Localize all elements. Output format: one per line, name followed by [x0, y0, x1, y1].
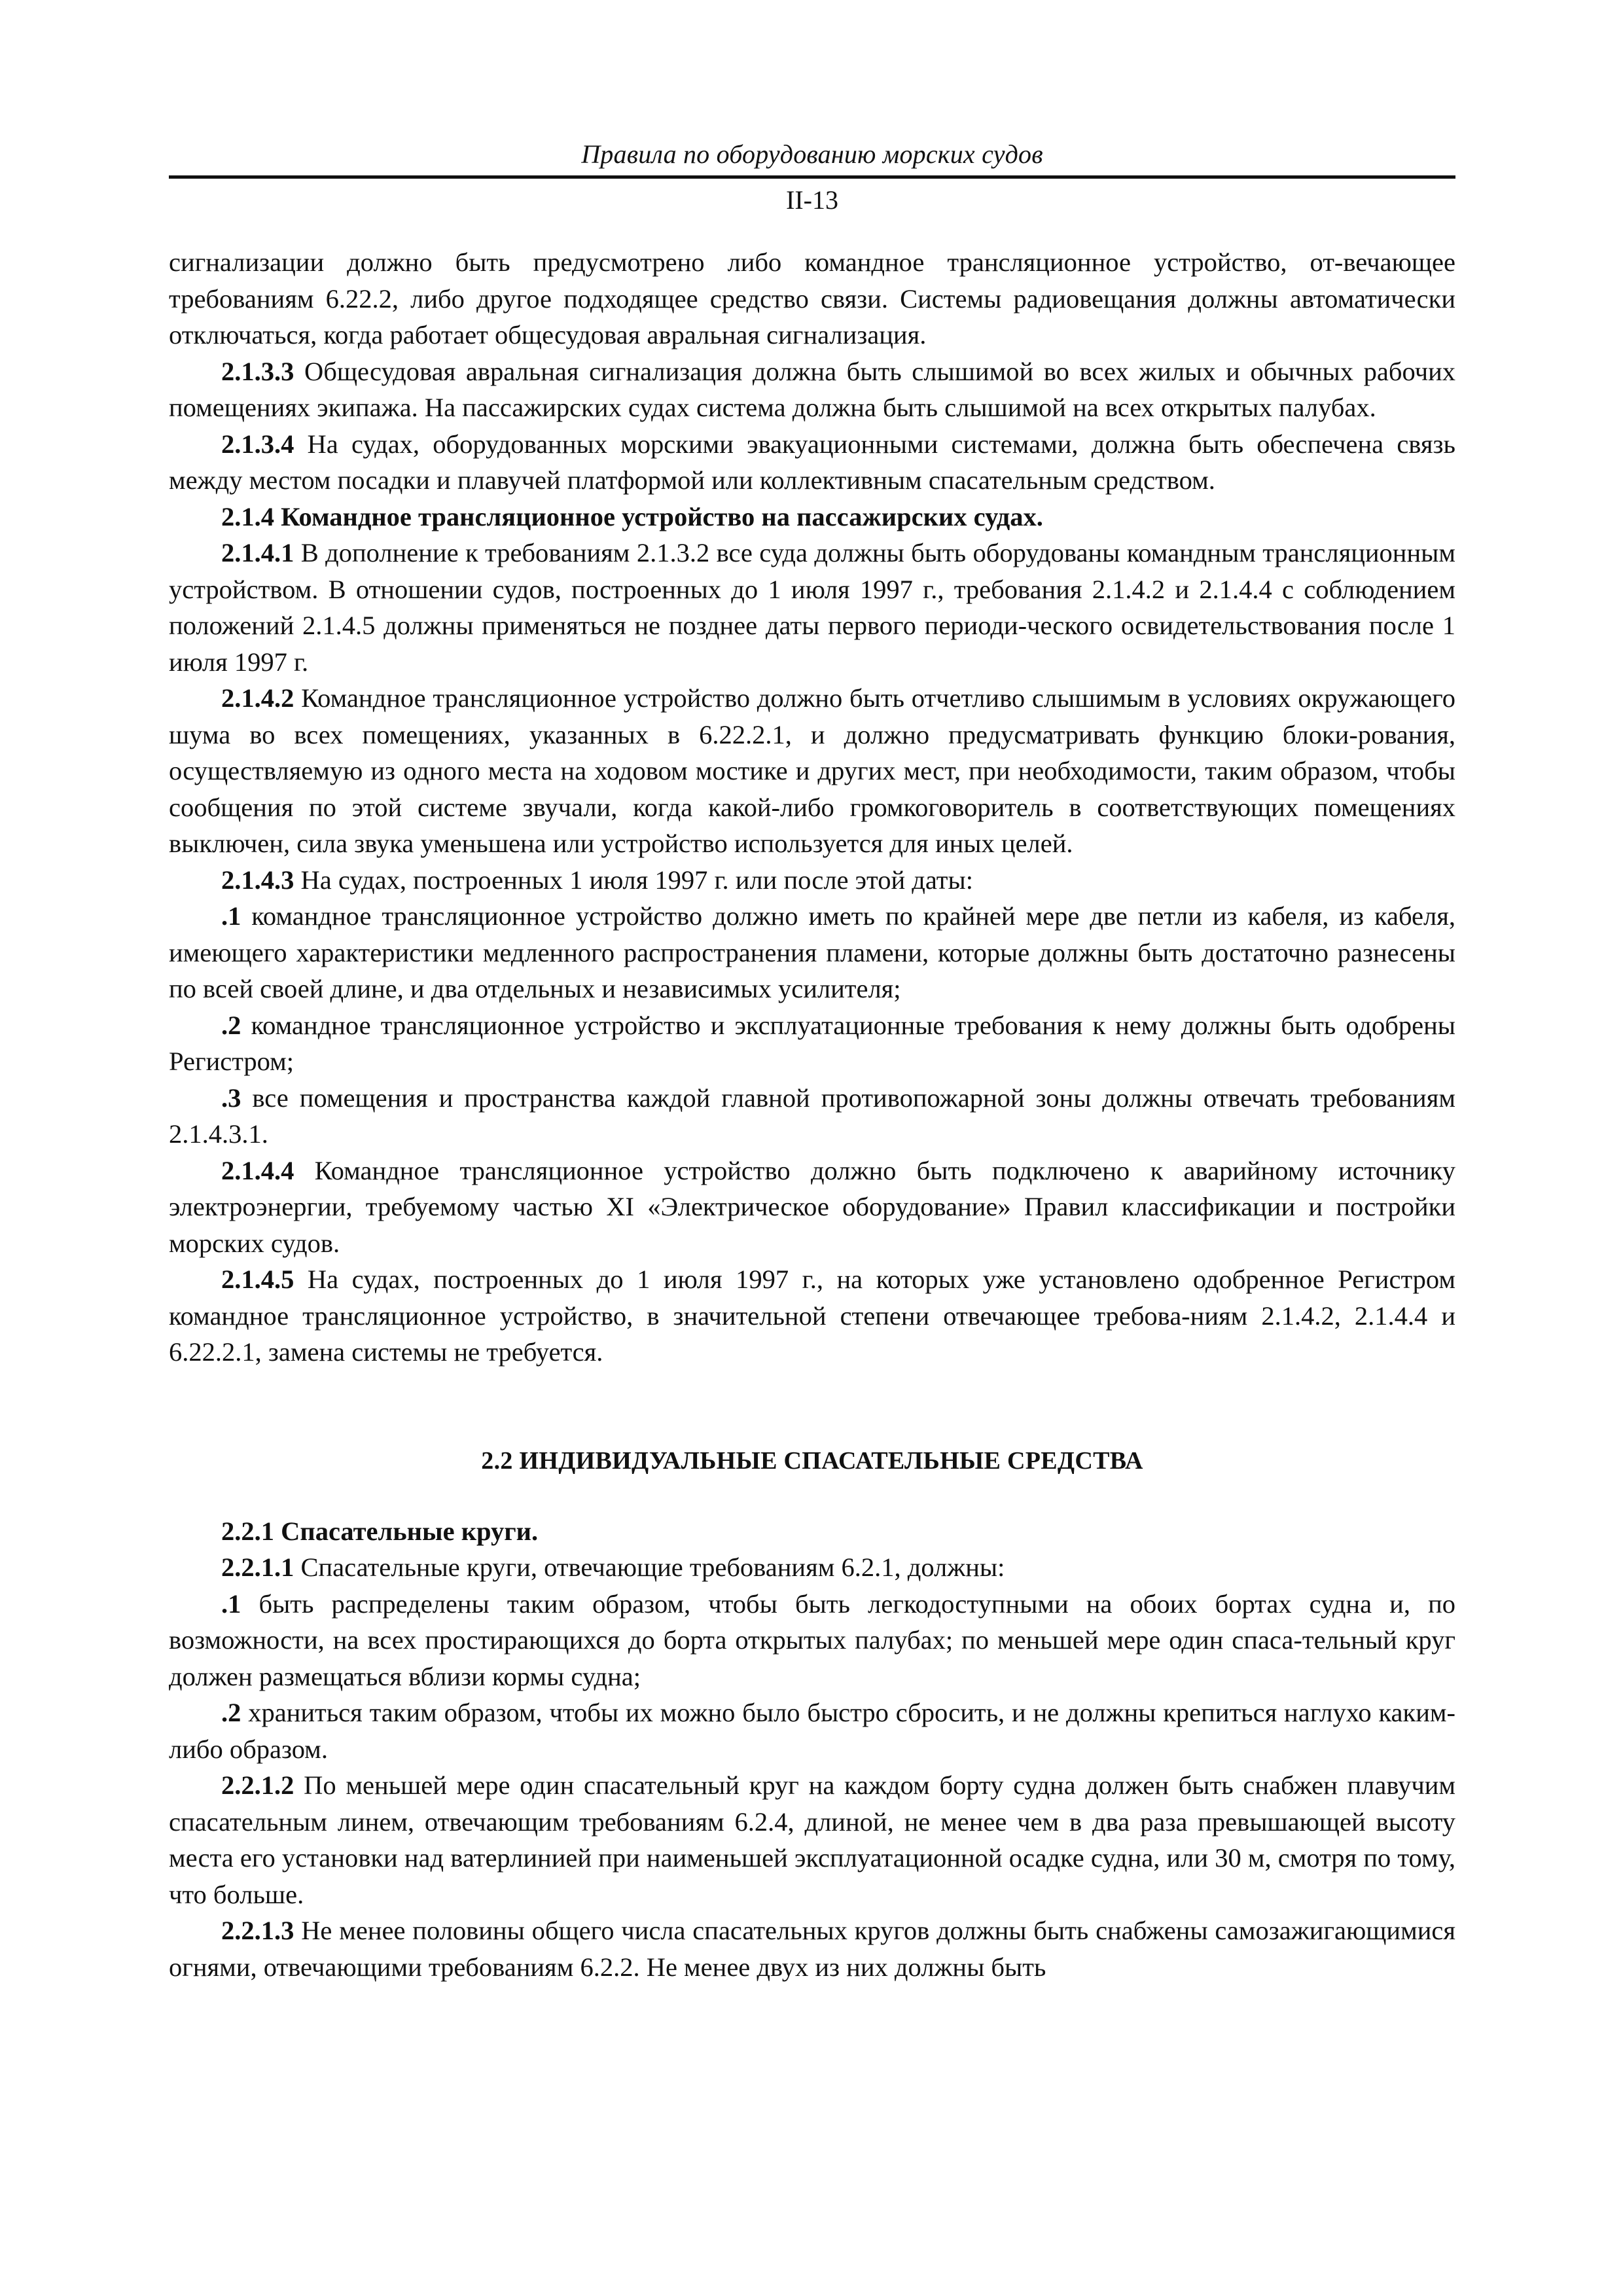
clause-number: 2.1.3.4	[221, 429, 294, 459]
clause-2-1-4-1	[169, 535, 1455, 680]
item-text: командное трансляционное устройство и эксплуатационные требования к нему должны быть одобрены Регистром;	[169, 1010, 1455, 1076]
item-number: .1	[221, 1588, 241, 1619]
item-text: храниться таким образом, чтобы их можно было быстро сбросить, и не должны крепиться наглухо каким-либо образом.	[169, 1698, 1455, 1764]
clause-text: На судах, оборудованных морскими эвакуационными системами, должна быть обеспечена связь между местом посадки и плавучей платформой или коллективным спасательным средством.	[169, 429, 1455, 495]
list-item	[169, 1586, 1455, 1695]
clause-2-1-4-5	[169, 1261, 1455, 1371]
clause-text: По меньшей мере один спасательный круг на каждом борту судна должен быть снабжен плавучим спасательным линем, отвечающим требованиям 6.2.4, длиной, не менее чем в два раза превышающей высоту места его установки над ватерлинией при наименьшей эксплуатационной осадке судна, или 30 м, смотря по тому, что больше.	[169, 1770, 1455, 1909]
clause-number: 2.2.1.2	[221, 1770, 294, 1800]
clause-text: Не менее половины общего числа спасательных кругов должны быть снабжены самозажигающимися огнями, отвечающими требованиям 6.2.2. Не менее двух из них должны быть	[169, 1916, 1455, 1982]
subsection-heading-2-1-4: 2.1.4 Командное трансляционное устройство на пассажирских судах.	[221, 501, 1043, 531]
clause-number: 2.1.4.3	[221, 865, 294, 895]
clause-text: На судах, построенных до 1 июля 1997 г., на которых уже установлено одобренное Регистром командное трансляционное устройство, в значительной степени отвечающее требова-ниям 2.1.4.2, 2.1.4.4 и 6.22.2.1, замена системы не требуется.	[169, 1265, 1455, 1367]
clause-text: Спасательные круги, отвечающие требованиям 6.2.1, должны:	[294, 1552, 1005, 1582]
clause-2-1-3-4	[169, 426, 1455, 499]
clause-number: 2.1.4.1	[221, 538, 294, 567]
section-title: 2.2 ИНДИВИДУАЛЬНЫЕ СПАСАТЕЛЬНЫЕ СРЕДСТВА	[481, 1446, 1143, 1475]
list-item	[169, 898, 1455, 1007]
paragraph: сигнализации должно быть предусмотрено либо командное трансляционное устройство, от-вечающее требованиям 6.22.2, либо другое подходящее средство связи. Системы радиовещания должны автоматически отключаться, когда работает общесудовая авральная сигнализация.	[169, 247, 1455, 350]
clause-number: 2.2.1.3	[221, 1916, 294, 1945]
document-page	[169, 137, 1455, 1985]
clause-text: На судах, построенных 1 июля 1997 г. или после этой даты:	[294, 865, 973, 895]
clause-text: Командное трансляционное устройство должно быть отчетливо слышимым в условиях окружающего шума во всех помещениях, указанных в 6.22.2.1, и должно предусматривать функцию блоки-рования, осуществляемую из одного места на ходовом мостике и других мест, при необходимости, таким образом, чтобы сообщения по этой системе звучали, когда какой-либо громкоговоритель в соответствующих помещениях выключен, сила звука уменьшена или устройство используется для иных целей.	[169, 683, 1455, 858]
item-text: командное трансляционное устройство должно иметь по крайней мере две петли из кабеля, из кабеля, имеющего характеристики медленного распространения пламени, которые должны быть достаточно разнесены по всей своей длине, и два отдельных и независимых усилителя;	[169, 901, 1455, 1003]
clause-text: В дополнение к требованиям 2.1.3.2 все суда должны быть оборудованы командным трансляционным устройством. В отношении судов, построенных до 1 июля 1997 г., требования 2.1.4.2 и 2.1.4.4 с соблюдением положений 2.1.4.5 должны применяться не позднее даты первого периоди-ческого освидетельствования после 1 июля 1997 г.	[169, 538, 1455, 677]
clause-2-1-4-4	[169, 1153, 1455, 1262]
clause-2-1-3-3	[169, 353, 1455, 426]
clause-2-1-4-2	[169, 680, 1455, 862]
clause-text: Командное трансляционное устройство должно быть подключено к аварийному источнику электроэнергии, требуемому частью XI «Электрическое оборудование» Правил классификации и постройки морских судов.	[169, 1155, 1455, 1258]
subsection-heading-2-2-1: 2.2.1 Спасательные круги.	[221, 1516, 539, 1546]
clause-number: 2.1.3.3	[221, 356, 294, 386]
list-item	[169, 1695, 1455, 1767]
item-number: .3	[221, 1083, 241, 1113]
item-number: .1	[221, 901, 241, 931]
clause-2-1-4-3	[169, 862, 1455, 899]
page-number: II-13	[786, 185, 838, 215]
list-item	[169, 1007, 1455, 1080]
clause-2-2-1-1	[169, 1549, 1455, 1586]
clause-2-2-1-2	[169, 1767, 1455, 1912]
clause-2-2-1-3	[169, 1912, 1455, 1985]
item-number: .2	[221, 1010, 241, 1040]
clause-number: 2.2.1.1	[221, 1552, 294, 1582]
clause-text: Общесудовая авральная сигнализация должна быть слышимой во всех жилых и обычных рабочих помещениях экипажа. На пассажирских судах система должна быть слышимой на всех открытых палубах.	[169, 356, 1455, 422]
header-rule	[169, 175, 1455, 179]
clause-number: 2.1.4.2	[221, 683, 294, 713]
clause-number: 2.1.4.5	[221, 1265, 294, 1294]
list-item	[169, 1080, 1455, 1153]
item-text: все помещения и пространства каждой главной противопожарной зоны должны отвечать требованиям 2.1.4.3.1.	[169, 1083, 1455, 1149]
item-text: быть распределены таким образом, чтобы быть легкодоступными на обоих бортах судна и, по возможности, на всех простирающихся до борта открытых палубах; по меньшей мере один спаса-тельный круг должен размещаться вблизи кормы судна;	[169, 1588, 1455, 1691]
body-text	[169, 244, 1455, 1985]
running-header: Правила по оборудованию морских судов	[581, 139, 1043, 169]
clause-number: 2.1.4.4	[221, 1155, 294, 1185]
item-number: .2	[221, 1698, 241, 1727]
